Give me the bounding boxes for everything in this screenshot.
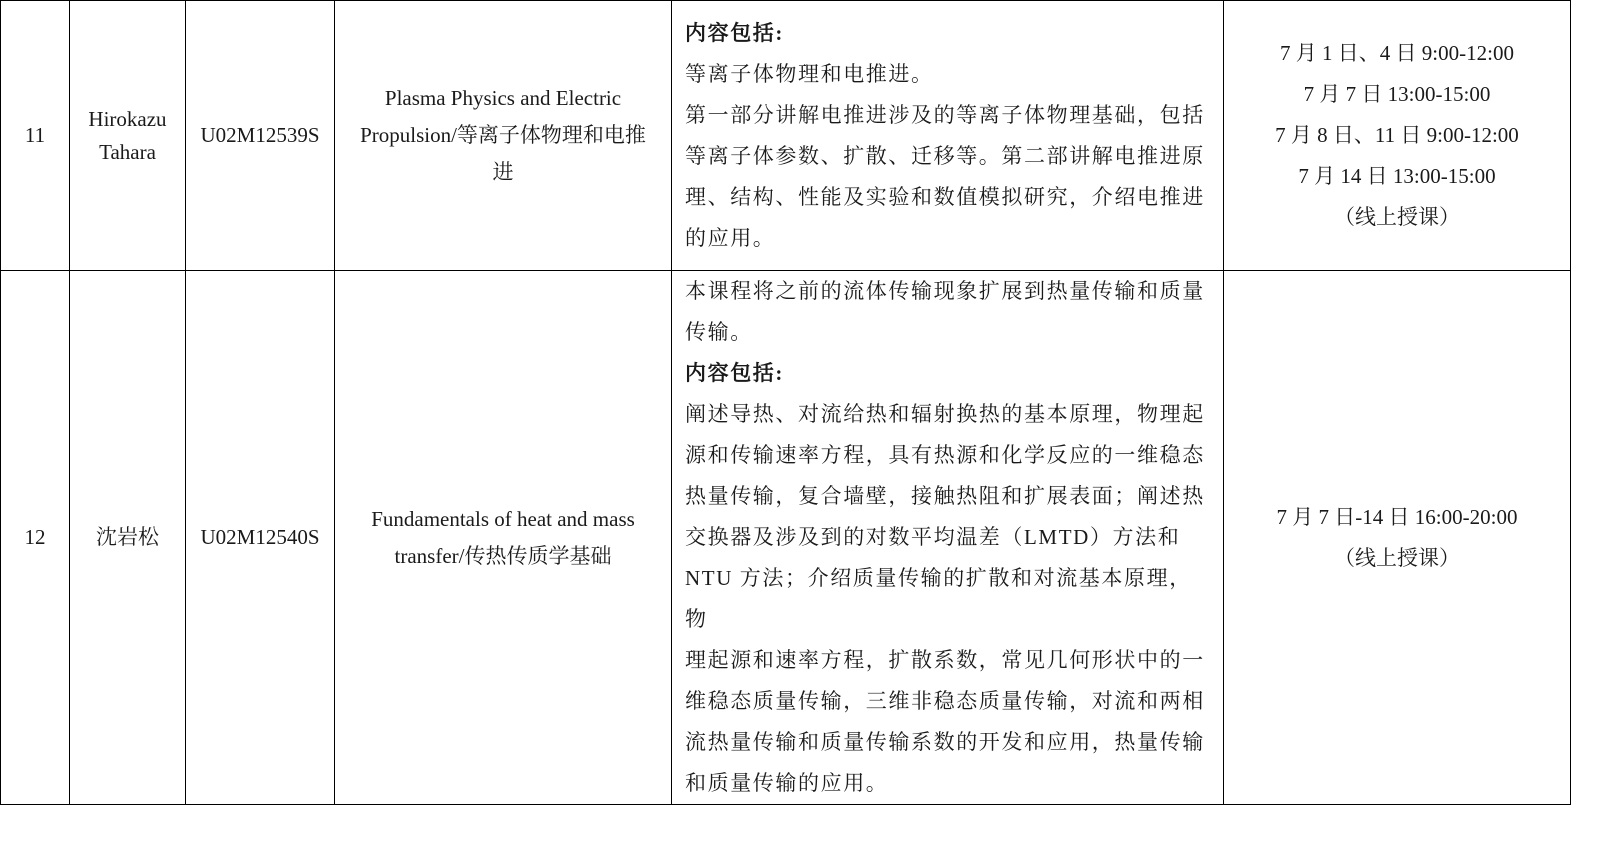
description-line: 本课程将之前的流体传输现象扩展到热量传输和质量 (685, 279, 1205, 303)
course-description-cell (672, 271, 1224, 805)
teacher-name-line: 沈岩松 (96, 525, 159, 549)
course-code: U02M12540S (200, 525, 320, 549)
schedule-line: 7 月 14 日 13:00-15:00 (1298, 164, 1496, 188)
course-title-line: transfer/传热传质学基础 (394, 543, 612, 568)
description-line: 维稳态质量传输，三维非稳态质量传输，对流和两相 (685, 689, 1205, 713)
teacher-cell (70, 1, 186, 271)
teacher-cell (70, 271, 186, 805)
table-row (1, 271, 1571, 805)
description-line: NTU 方法；介绍质量传输的扩散和对流基本原理，物 (685, 566, 1192, 631)
course-title-line: Propulsion/等离子体物理和电推 (360, 123, 646, 147)
description-line: 流热量传输和质量传输系数的开发和应用，热量传输 (685, 730, 1205, 754)
description-line: 和质量传输的应用。 (685, 771, 889, 795)
course-title-line: Plasma Physics and Electric (384, 86, 622, 110)
description-line: 阐述导热、对流给热和辐射换热的基本原理，物理起 (685, 402, 1205, 426)
description-line: 传输。 (685, 320, 753, 344)
course-title-line: 进 (492, 160, 514, 184)
course-title-cell (335, 1, 672, 271)
description-line: 交换器及涉及到的对数平均温差（LMTD）方法和 (685, 525, 1181, 549)
schedule-cell (1224, 1, 1571, 271)
description-line: 第一部分讲解电推进涉及的等离子体物理基础，包括 (685, 102, 1205, 127)
course-code-cell (186, 271, 335, 805)
course-index-cell (1, 271, 70, 805)
course-index: 11 (24, 123, 46, 147)
description-heading: 内容包括: (685, 20, 784, 45)
course-description-cell (672, 1, 1224, 271)
teacher-name-line: Tahara (99, 139, 156, 164)
course-code: U02M12539S (200, 123, 320, 147)
schedule-line: 7 月 7 日-14 日 16:00-20:00 (1276, 504, 1518, 529)
table-row (1, 1, 1571, 271)
course-index-cell (1, 1, 70, 271)
description-line: 的应用。 (685, 225, 776, 250)
teacher-name-line: Hirokazu (88, 106, 167, 131)
schedule-line: （线上授课） (1334, 545, 1460, 570)
description-heading: 内容包括: (685, 361, 784, 385)
course-code-cell (186, 1, 335, 271)
schedule-line: 7 月 7 日 13:00-15:00 (1303, 82, 1491, 106)
description-line: 理起源和速率方程，扩散系数，常见几何形状中的一 (685, 648, 1205, 672)
schedule-line: 7 月 1 日、4 日 9:00-12:00 (1280, 41, 1514, 65)
course-index: 12 (24, 525, 46, 549)
description-line: 等离子体参数、扩散、迁移等。第二部讲解电推进原 (685, 143, 1205, 168)
schedule-line: 7 月 8 日、11 日 9:00-12:00 (1275, 123, 1519, 147)
description-line: 理、结构、性能及实验和数值模拟研究，介绍电推进 (685, 184, 1205, 209)
description-line: 热量传输，复合墙壁，接触热阻和扩展表面；阐述热 (685, 484, 1205, 508)
course-title-line: Fundamentals of heat and mass (371, 506, 635, 531)
schedule-line: （线上授课） (1334, 205, 1460, 229)
description-line: 源和传输速率方程，具有热源和化学反应的一维稳态 (685, 443, 1205, 467)
course-title-cell (335, 271, 672, 805)
description-line: 等离子体物理和电推进。 (685, 61, 934, 86)
schedule-cell (1224, 271, 1571, 805)
